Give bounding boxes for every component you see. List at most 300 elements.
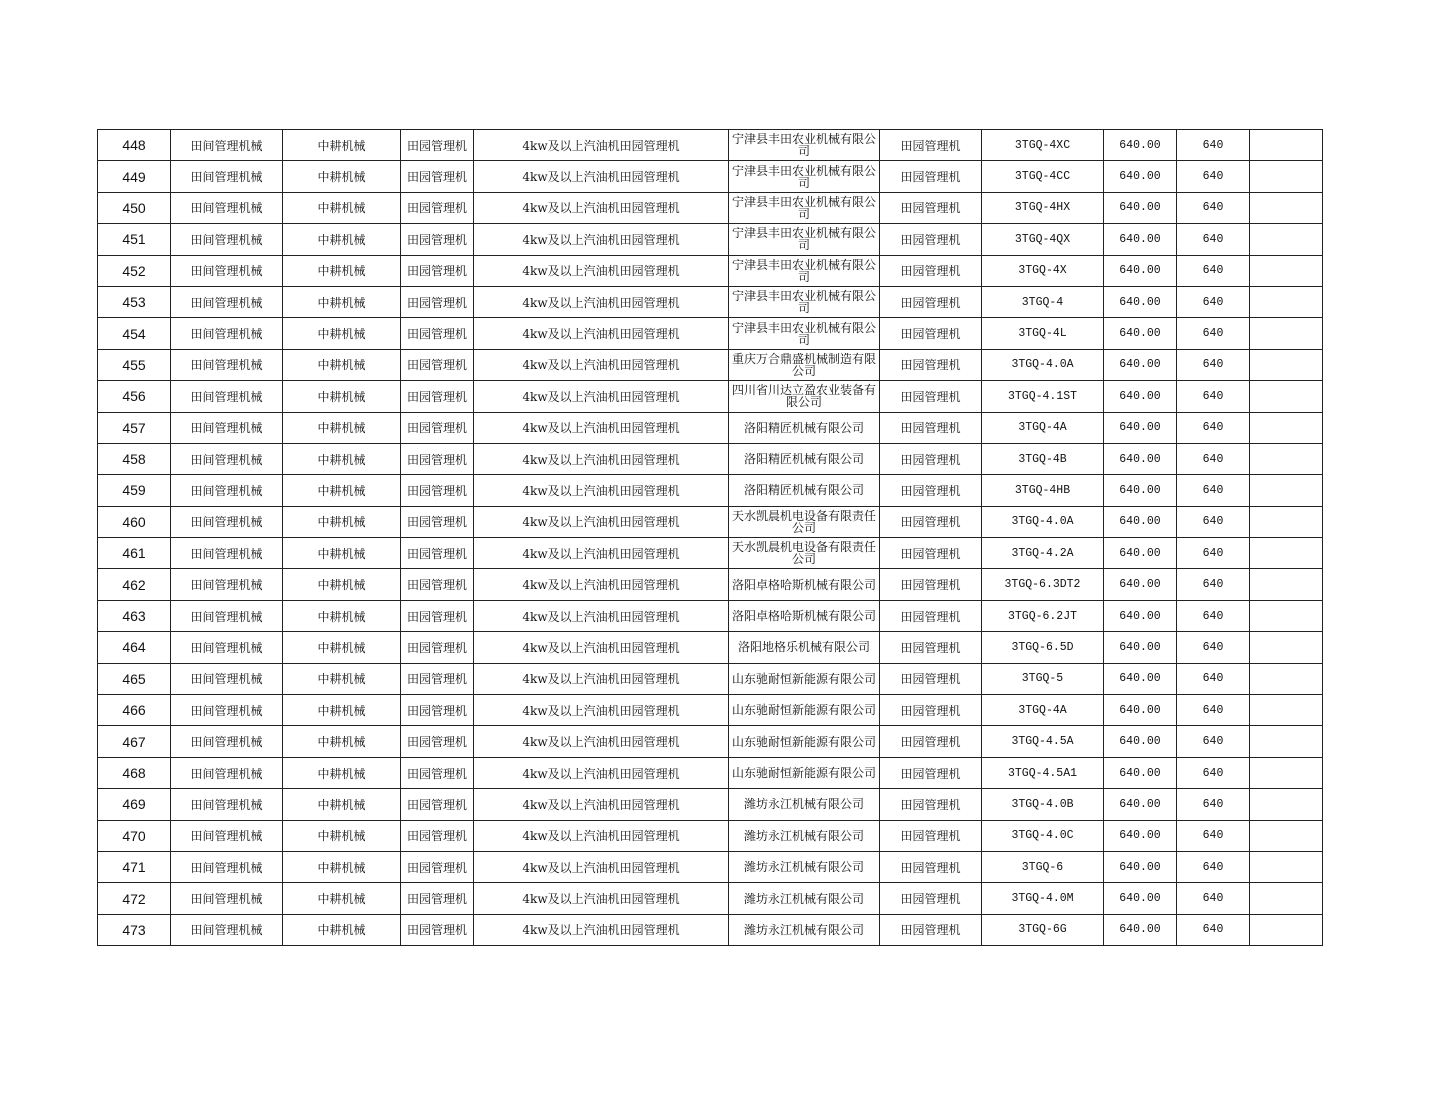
note-cell — [1250, 475, 1323, 506]
manufacturer-cell: 宁津县丰田农业机械有限公司 — [729, 318, 880, 349]
subcategory-cell: 中耕机械 — [283, 130, 401, 161]
model-cell: 3TGQ-4X — [982, 255, 1104, 286]
note-cell — [1250, 726, 1323, 757]
row-number-cell: 473 — [98, 914, 171, 945]
grade-cell: 4kw及以上汽油机田园管理机 — [474, 506, 729, 537]
item-cell: 田园管理机 — [401, 695, 474, 726]
grade-cell: 4kw及以上汽油机田园管理机 — [474, 600, 729, 631]
model-cell: 3TGQ-4.0A — [982, 349, 1104, 380]
subcategory-cell: 中耕机械 — [283, 663, 401, 694]
product-name-cell: 田园管理机 — [880, 663, 982, 694]
item-cell: 田园管理机 — [401, 286, 474, 317]
product-name-cell: 田园管理机 — [880, 695, 982, 726]
subcategory-cell: 中耕机械 — [283, 443, 401, 474]
manufacturer-cell: 洛阳精匠机械有限公司 — [729, 412, 880, 443]
row-number-cell: 460 — [98, 506, 171, 537]
subcategory-cell: 中耕机械 — [283, 600, 401, 631]
row-number-cell: 461 — [98, 538, 171, 569]
note-cell — [1250, 506, 1323, 537]
product-name-cell: 田园管理机 — [880, 506, 982, 537]
product-name-cell: 田园管理机 — [880, 820, 982, 851]
manufacturer-cell: 宁津县丰田农业机械有限公司 — [729, 255, 880, 286]
subsidy-cell: 640.00 — [1104, 663, 1177, 694]
model-cell: 3TGQ-4A — [982, 695, 1104, 726]
item-cell: 田园管理机 — [401, 130, 474, 161]
model-cell: 3TGQ-4HB — [982, 475, 1104, 506]
item-cell: 田园管理机 — [401, 663, 474, 694]
category-cell: 田间管理机械 — [171, 130, 283, 161]
subsidy-cell: 640.00 — [1104, 161, 1177, 192]
note-cell — [1250, 412, 1323, 443]
category-cell: 田间管理机械 — [171, 381, 283, 412]
model-cell: 3TGQ-4.2A — [982, 538, 1104, 569]
manufacturer-cell: 洛阳地格乐机械有限公司 — [729, 632, 880, 663]
subcategory-cell: 中耕机械 — [283, 161, 401, 192]
category-cell: 田间管理机械 — [171, 820, 283, 851]
item-cell: 田园管理机 — [401, 318, 474, 349]
table-row — [98, 538, 1323, 569]
product-name-cell: 田园管理机 — [880, 192, 982, 223]
subcategory-cell: 中耕机械 — [283, 412, 401, 443]
amount-cell: 640 — [1177, 130, 1250, 161]
category-cell: 田间管理机械 — [171, 412, 283, 443]
row-number-cell: 464 — [98, 632, 171, 663]
amount-cell: 640 — [1177, 224, 1250, 255]
product-name-cell: 田园管理机 — [880, 632, 982, 663]
subcategory-cell: 中耕机械 — [283, 192, 401, 223]
note-cell — [1250, 318, 1323, 349]
subsidy-cell: 640.00 — [1104, 569, 1177, 600]
subcategory-cell: 中耕机械 — [283, 914, 401, 945]
item-cell: 田园管理机 — [401, 600, 474, 631]
model-cell: 3TGQ-4A — [982, 412, 1104, 443]
grade-cell: 4kw及以上汽油机田园管理机 — [474, 443, 729, 474]
category-cell: 田间管理机械 — [171, 726, 283, 757]
model-cell: 3TGQ-4.0B — [982, 789, 1104, 820]
item-cell: 田园管理机 — [401, 632, 474, 663]
amount-cell: 640 — [1177, 506, 1250, 537]
subsidy-cell: 640.00 — [1104, 726, 1177, 757]
note-cell — [1250, 600, 1323, 631]
row-number-cell: 458 — [98, 443, 171, 474]
grade-cell: 4kw及以上汽油机田园管理机 — [474, 161, 729, 192]
table-row — [98, 695, 1323, 726]
model-cell: 3TGQ-4QX — [982, 224, 1104, 255]
item-cell: 田园管理机 — [401, 255, 474, 286]
subcategory-cell: 中耕机械 — [283, 789, 401, 820]
amount-cell: 640 — [1177, 883, 1250, 914]
subsidy-cell: 640.00 — [1104, 632, 1177, 663]
table-row — [98, 506, 1323, 537]
subsidy-cell: 640.00 — [1104, 757, 1177, 788]
table-row — [98, 663, 1323, 694]
subcategory-cell: 中耕机械 — [283, 318, 401, 349]
subsidy-cell: 640.00 — [1104, 506, 1177, 537]
model-cell: 3TGQ-4.0M — [982, 883, 1104, 914]
subcategory-cell: 中耕机械 — [283, 695, 401, 726]
row-number-cell: 450 — [98, 192, 171, 223]
note-cell — [1250, 286, 1323, 317]
subcategory-cell: 中耕机械 — [283, 757, 401, 788]
amount-cell: 640 — [1177, 757, 1250, 788]
manufacturer-cell: 洛阳精匠机械有限公司 — [729, 475, 880, 506]
amount-cell: 640 — [1177, 663, 1250, 694]
category-cell: 田间管理机械 — [171, 286, 283, 317]
grade-cell: 4kw及以上汽油机田园管理机 — [474, 130, 729, 161]
product-name-cell: 田园管理机 — [880, 286, 982, 317]
model-cell: 3TGQ-4HX — [982, 192, 1104, 223]
table-row — [98, 349, 1323, 380]
product-name-cell: 田园管理机 — [880, 883, 982, 914]
model-cell: 3TGQ-5 — [982, 663, 1104, 694]
note-cell — [1250, 757, 1323, 788]
table-row — [98, 286, 1323, 317]
grade-cell: 4kw及以上汽油机田园管理机 — [474, 757, 729, 788]
table-row — [98, 789, 1323, 820]
item-cell: 田园管理机 — [401, 851, 474, 882]
subcategory-cell: 中耕机械 — [283, 569, 401, 600]
subsidy-cell: 640.00 — [1104, 600, 1177, 631]
subcategory-cell: 中耕机械 — [283, 475, 401, 506]
amount-cell: 640 — [1177, 695, 1250, 726]
table-row — [98, 255, 1323, 286]
subcategory-cell: 中耕机械 — [283, 726, 401, 757]
table-body — [98, 130, 1323, 946]
row-number-cell: 469 — [98, 789, 171, 820]
product-name-cell: 田园管理机 — [880, 475, 982, 506]
subcategory-cell: 中耕机械 — [283, 224, 401, 255]
category-cell: 田间管理机械 — [171, 695, 283, 726]
table-row — [98, 224, 1323, 255]
subsidy-cell: 640.00 — [1104, 695, 1177, 726]
category-cell: 田间管理机械 — [171, 255, 283, 286]
model-cell: 3TGQ-4XC — [982, 130, 1104, 161]
category-cell: 田间管理机械 — [171, 883, 283, 914]
manufacturer-cell: 宁津县丰田农业机械有限公司 — [729, 192, 880, 223]
amount-cell: 640 — [1177, 443, 1250, 474]
subsidy-cell: 640.00 — [1104, 789, 1177, 820]
category-cell: 田间管理机械 — [171, 349, 283, 380]
product-name-cell: 田园管理机 — [880, 381, 982, 412]
table-row — [98, 726, 1323, 757]
item-cell: 田园管理机 — [401, 820, 474, 851]
grade-cell: 4kw及以上汽油机田园管理机 — [474, 192, 729, 223]
product-name-cell: 田园管理机 — [880, 600, 982, 631]
manufacturer-cell: 天水凯晨机电设备有限责任公司 — [729, 538, 880, 569]
table-row — [98, 820, 1323, 851]
amount-cell: 640 — [1177, 914, 1250, 945]
amount-cell: 640 — [1177, 475, 1250, 506]
amount-cell: 640 — [1177, 255, 1250, 286]
model-cell: 3TGQ-6 — [982, 851, 1104, 882]
table-row — [98, 475, 1323, 506]
item-cell: 田园管理机 — [401, 192, 474, 223]
row-number-cell: 449 — [98, 161, 171, 192]
item-cell: 田园管理机 — [401, 412, 474, 443]
amount-cell: 640 — [1177, 820, 1250, 851]
row-number-cell: 470 — [98, 820, 171, 851]
grade-cell: 4kw及以上汽油机田园管理机 — [474, 883, 729, 914]
manufacturer-cell: 洛阳卓格哈斯机械有限公司 — [729, 569, 880, 600]
amount-cell: 640 — [1177, 192, 1250, 223]
note-cell — [1250, 130, 1323, 161]
model-cell: 3TGQ-6.3DT2 — [982, 569, 1104, 600]
item-cell: 田园管理机 — [401, 538, 474, 569]
item-cell: 田园管理机 — [401, 161, 474, 192]
table-row — [98, 883, 1323, 914]
amount-cell: 640 — [1177, 381, 1250, 412]
category-cell: 田间管理机械 — [171, 475, 283, 506]
amount-cell: 640 — [1177, 789, 1250, 820]
manufacturer-cell: 洛阳精匠机械有限公司 — [729, 443, 880, 474]
table-row — [98, 161, 1323, 192]
manufacturer-cell: 宁津县丰田农业机械有限公司 — [729, 224, 880, 255]
manufacturer-cell: 宁津县丰田农业机械有限公司 — [729, 161, 880, 192]
row-number-cell: 448 — [98, 130, 171, 161]
manufacturer-cell: 潍坊永江机械有限公司 — [729, 883, 880, 914]
manufacturer-cell: 洛阳卓格哈斯机械有限公司 — [729, 600, 880, 631]
subsidy-cell: 640.00 — [1104, 318, 1177, 349]
grade-cell: 4kw及以上汽油机田园管理机 — [474, 349, 729, 380]
subsidy-cell: 640.00 — [1104, 443, 1177, 474]
subsidy-cell: 640.00 — [1104, 130, 1177, 161]
item-cell: 田园管理机 — [401, 506, 474, 537]
row-number-cell: 463 — [98, 600, 171, 631]
subsidy-cell: 640.00 — [1104, 381, 1177, 412]
subcategory-cell: 中耕机械 — [283, 632, 401, 663]
manufacturer-cell: 潍坊永江机械有限公司 — [729, 851, 880, 882]
row-number-cell: 456 — [98, 381, 171, 412]
row-number-cell: 457 — [98, 412, 171, 443]
item-cell: 田园管理机 — [401, 381, 474, 412]
note-cell — [1250, 538, 1323, 569]
category-cell: 田间管理机械 — [171, 318, 283, 349]
subsidy-cell: 640.00 — [1104, 475, 1177, 506]
amount-cell: 640 — [1177, 726, 1250, 757]
product-name-cell: 田园管理机 — [880, 318, 982, 349]
product-name-cell: 田园管理机 — [880, 255, 982, 286]
category-cell: 田间管理机械 — [171, 789, 283, 820]
subcategory-cell: 中耕机械 — [283, 381, 401, 412]
subcategory-cell: 中耕机械 — [283, 883, 401, 914]
model-cell: 3TGQ-4CC — [982, 161, 1104, 192]
note-cell — [1250, 851, 1323, 882]
subcategory-cell: 中耕机械 — [283, 538, 401, 569]
row-number-cell: 471 — [98, 851, 171, 882]
amount-cell: 640 — [1177, 161, 1250, 192]
category-cell: 田间管理机械 — [171, 224, 283, 255]
manufacturer-cell: 山东驰耐恒新能源有限公司 — [729, 695, 880, 726]
grade-cell: 4kw及以上汽油机田园管理机 — [474, 726, 729, 757]
note-cell — [1250, 255, 1323, 286]
row-number-cell: 452 — [98, 255, 171, 286]
product-name-cell: 田园管理机 — [880, 443, 982, 474]
row-number-cell: 459 — [98, 475, 171, 506]
category-cell: 田间管理机械 — [171, 506, 283, 537]
item-cell: 田园管理机 — [401, 443, 474, 474]
table-row — [98, 914, 1323, 945]
amount-cell: 640 — [1177, 632, 1250, 663]
grade-cell: 4kw及以上汽油机田园管理机 — [474, 381, 729, 412]
note-cell — [1250, 632, 1323, 663]
model-cell: 3TGQ-4.5A1 — [982, 757, 1104, 788]
manufacturer-cell: 山东驰耐恒新能源有限公司 — [729, 726, 880, 757]
amount-cell: 640 — [1177, 538, 1250, 569]
category-cell: 田间管理机械 — [171, 443, 283, 474]
grade-cell: 4kw及以上汽油机田园管理机 — [474, 255, 729, 286]
row-number-cell: 467 — [98, 726, 171, 757]
grade-cell: 4kw及以上汽油机田园管理机 — [474, 789, 729, 820]
manufacturer-cell: 潍坊永江机械有限公司 — [729, 914, 880, 945]
grade-cell: 4kw及以上汽油机田园管理机 — [474, 695, 729, 726]
table-row — [98, 412, 1323, 443]
model-cell: 3TGQ-4.1ST — [982, 381, 1104, 412]
model-cell: 3TGQ-4 — [982, 286, 1104, 317]
product-name-cell: 田园管理机 — [880, 224, 982, 255]
manufacturer-cell: 潍坊永江机械有限公司 — [729, 820, 880, 851]
product-name-cell: 田园管理机 — [880, 914, 982, 945]
amount-cell: 640 — [1177, 349, 1250, 380]
product-name-cell: 田园管理机 — [880, 349, 982, 380]
table-row — [98, 851, 1323, 882]
product-name-cell: 田园管理机 — [880, 726, 982, 757]
manufacturer-cell: 四川省川达立盈农业装备有限公司 — [729, 381, 880, 412]
note-cell — [1250, 224, 1323, 255]
row-number-cell: 455 — [98, 349, 171, 380]
product-name-cell: 田园管理机 — [880, 789, 982, 820]
manufacturer-cell: 山东驰耐恒新能源有限公司 — [729, 663, 880, 694]
row-number-cell: 468 — [98, 757, 171, 788]
grade-cell: 4kw及以上汽油机田园管理机 — [474, 538, 729, 569]
note-cell — [1250, 883, 1323, 914]
subcategory-cell: 中耕机械 — [283, 286, 401, 317]
product-name-cell: 田园管理机 — [880, 161, 982, 192]
manufacturer-cell: 宁津县丰田农业机械有限公司 — [729, 286, 880, 317]
amount-cell: 640 — [1177, 412, 1250, 443]
model-cell: 3TGQ-6.5D — [982, 632, 1104, 663]
table-row — [98, 192, 1323, 223]
category-cell: 田间管理机械 — [171, 914, 283, 945]
table-row — [98, 130, 1323, 161]
item-cell: 田园管理机 — [401, 569, 474, 600]
manufacturer-cell: 重庆万合鼎盛机械制造有限公司 — [729, 349, 880, 380]
note-cell — [1250, 663, 1323, 694]
grade-cell: 4kw及以上汽油机田园管理机 — [474, 820, 729, 851]
item-cell: 田园管理机 — [401, 914, 474, 945]
model-cell: 3TGQ-6G — [982, 914, 1104, 945]
subsidy-cell: 640.00 — [1104, 914, 1177, 945]
manufacturer-cell: 宁津县丰田农业机械有限公司 — [729, 130, 880, 161]
note-cell — [1250, 789, 1323, 820]
manufacturer-cell: 天水凯晨机电设备有限责任公司 — [729, 506, 880, 537]
product-name-cell: 田园管理机 — [880, 130, 982, 161]
category-cell: 田间管理机械 — [171, 538, 283, 569]
grade-cell: 4kw及以上汽油机田园管理机 — [474, 569, 729, 600]
table-row — [98, 569, 1323, 600]
table-row — [98, 443, 1323, 474]
row-number-cell: 454 — [98, 318, 171, 349]
subcategory-cell: 中耕机械 — [283, 349, 401, 380]
grade-cell: 4kw及以上汽油机田园管理机 — [474, 224, 729, 255]
model-cell: 3TGQ-4L — [982, 318, 1104, 349]
category-cell: 田间管理机械 — [171, 569, 283, 600]
table-row — [98, 632, 1323, 663]
subcategory-cell: 中耕机械 — [283, 506, 401, 537]
category-cell: 田间管理机械 — [171, 663, 283, 694]
model-cell: 3TGQ-4B — [982, 443, 1104, 474]
category-cell: 田间管理机械 — [171, 161, 283, 192]
note-cell — [1250, 192, 1323, 223]
row-number-cell: 451 — [98, 224, 171, 255]
note-cell — [1250, 914, 1323, 945]
table-row — [98, 318, 1323, 349]
amount-cell: 640 — [1177, 851, 1250, 882]
table-row — [98, 600, 1323, 631]
subcategory-cell: 中耕机械 — [283, 820, 401, 851]
grade-cell: 4kw及以上汽油机田园管理机 — [474, 914, 729, 945]
note-cell — [1250, 443, 1323, 474]
subsidy-cell: 640.00 — [1104, 820, 1177, 851]
item-cell: 田园管理机 — [401, 349, 474, 380]
grade-cell: 4kw及以上汽油机田园管理机 — [474, 663, 729, 694]
subsidy-table — [97, 129, 1323, 946]
row-number-cell: 453 — [98, 286, 171, 317]
model-cell: 3TGQ-4.0A — [982, 506, 1104, 537]
row-number-cell: 466 — [98, 695, 171, 726]
product-name-cell: 田园管理机 — [880, 569, 982, 600]
subsidy-cell: 640.00 — [1104, 883, 1177, 914]
amount-cell: 640 — [1177, 600, 1250, 631]
grade-cell: 4kw及以上汽油机田园管理机 — [474, 632, 729, 663]
subsidy-cell: 640.00 — [1104, 224, 1177, 255]
item-cell: 田园管理机 — [401, 757, 474, 788]
category-cell: 田间管理机械 — [171, 632, 283, 663]
product-name-cell: 田园管理机 — [880, 538, 982, 569]
note-cell — [1250, 695, 1323, 726]
model-cell: 3TGQ-4.0C — [982, 820, 1104, 851]
grade-cell: 4kw及以上汽油机田园管理机 — [474, 318, 729, 349]
category-cell: 田间管理机械 — [171, 757, 283, 788]
grade-cell: 4kw及以上汽油机田园管理机 — [474, 286, 729, 317]
category-cell: 田间管理机械 — [171, 192, 283, 223]
subcategory-cell: 中耕机械 — [283, 255, 401, 286]
model-cell: 3TGQ-6.2JT — [982, 600, 1104, 631]
manufacturer-cell: 山东驰耐恒新能源有限公司 — [729, 757, 880, 788]
category-cell: 田间管理机械 — [171, 851, 283, 882]
item-cell: 田园管理机 — [401, 224, 474, 255]
grade-cell: 4kw及以上汽油机田园管理机 — [474, 851, 729, 882]
note-cell — [1250, 349, 1323, 380]
grade-cell: 4kw及以上汽油机田园管理机 — [474, 475, 729, 506]
amount-cell: 640 — [1177, 318, 1250, 349]
grade-cell: 4kw及以上汽油机田园管理机 — [474, 412, 729, 443]
note-cell — [1250, 820, 1323, 851]
row-number-cell: 472 — [98, 883, 171, 914]
product-name-cell: 田园管理机 — [880, 757, 982, 788]
subsidy-cell: 640.00 — [1104, 286, 1177, 317]
product-name-cell: 田园管理机 — [880, 851, 982, 882]
amount-cell: 640 — [1177, 286, 1250, 317]
item-cell: 田园管理机 — [401, 789, 474, 820]
item-cell: 田园管理机 — [401, 883, 474, 914]
product-name-cell: 田园管理机 — [880, 412, 982, 443]
category-cell: 田间管理机械 — [171, 600, 283, 631]
table-row — [98, 381, 1323, 412]
subsidy-cell: 640.00 — [1104, 412, 1177, 443]
row-number-cell: 462 — [98, 569, 171, 600]
item-cell: 田园管理机 — [401, 726, 474, 757]
subsidy-cell: 640.00 — [1104, 349, 1177, 380]
